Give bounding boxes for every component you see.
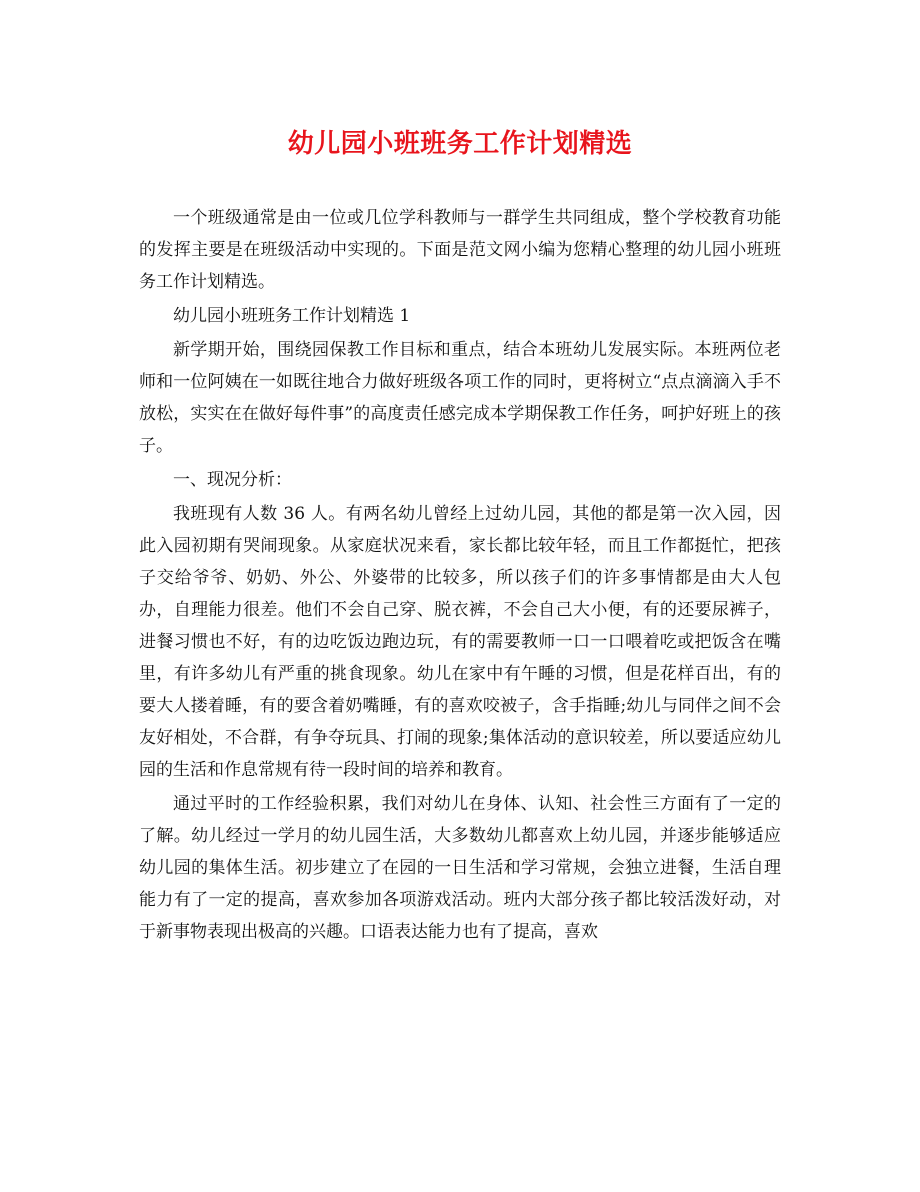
paragraph-new-semester: 新学期开始，围绕园保教工作目标和重点，结合本班幼儿发展实际。本班两位老师和一位阿姨在一如既往地合力做好班级各项工作的同时，更将树立“点点滴滴入手不放松，实实在在做好每件事”的高度责任感完成本学期保教工作任务，呵护好班上的孩子。 — [139, 340, 781, 456]
paragraph-intro: 一个班级通常是由一位或几位学科教师与一群学生共同组成，整个学校教育功能的发挥主要是在班级活动中实现的。下面是范文网小编为您精心整理的幼儿园小班班务工作计划精选。 — [139, 208, 781, 292]
section-heading-analysis: 一、现况分析： — [173, 470, 292, 490]
paragraph-class-status: 我班现有人数 36 人。有两名幼儿曾经上过幼儿园，其他的都是第一次入园，因此入园初期有哭闹现象。从家庭状况来看，家长都比较年轻，而且工作都挺忙，把孩子交给爷爷、奶奶、外公、外婆带的比较多，所以孩子们的许多事情都是由大人包办，自理能力很差。他们不会自己穿、脱衣裤，不会自己大小便，有的还要尿裤子，进餐习惯也不好，有的边吃饭边跑边玩，有的需要教师一口一口喂着吃或把饭含在嘴里，有许多幼儿有严重的挑食现象。幼儿在家中有午睡的习惯，但是花样百出，有的要大人搂着睡，有的要含着奶嘴睡，有的喜欢咬被子，含手指睡;幼儿与同伴之间不会友好相处，不合群，有争夺玩具、打闹的现象;集体活动的意识较差，所以要适应幼儿园的生活和作息常规有待一段时间的培养和教育。 — [139, 504, 781, 780]
document-title: 幼儿园小班班务工作计划精选 — [287, 129, 633, 159]
document-body — [139, 202, 781, 948]
section-heading-plan-1: 幼儿园小班班务工作计划精选 1 — [173, 306, 411, 326]
paragraph-experience: 通过平时的工作经验积累，我们对幼儿在身体、认知、社会性三方面有了一定的了解。幼儿经过一学月的幼儿园生活，大多数幼儿都喜欢上幼儿园，并逐步能够适应幼儿园的集体生活。初步建立了在园的一日生活和学习常规，会独立进餐，生活自理能力有了一定的提高，喜欢参加各项游戏活动。班内大部分孩子都比较活泼好动，对于新事物表现出极高的兴趣。口语表达能力也有了提高，喜欢 — [139, 794, 781, 942]
